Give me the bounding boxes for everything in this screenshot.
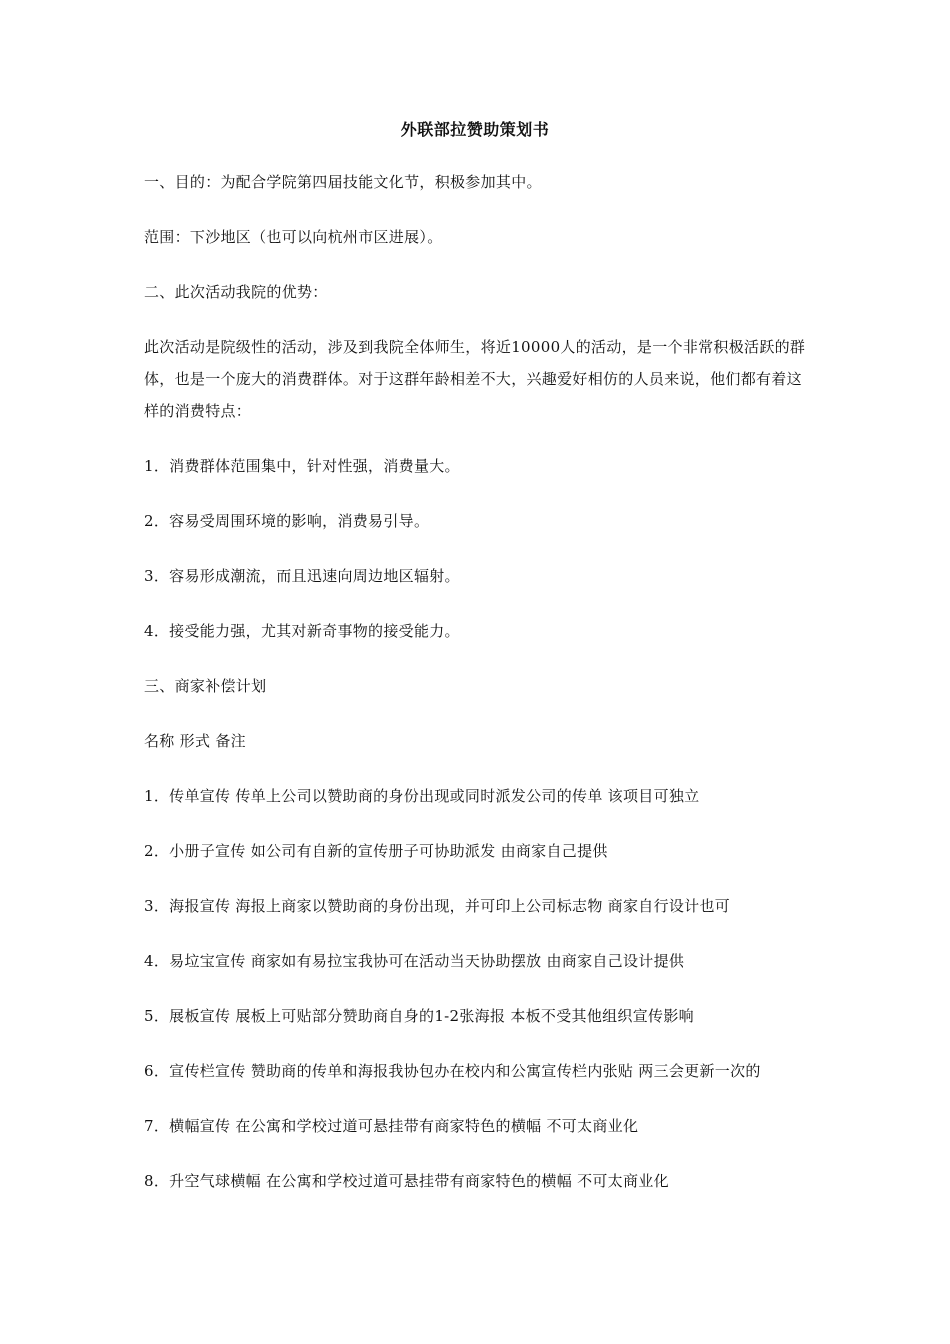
paragraph-scope: 范围：下沙地区（也可以向杭州市区进展）。 [144,228,443,246]
compensation-item-3: 3．海报宣传 海报上商家以赞助商的身份出现，并可印上公司标志物 商家自行设计也可 [144,897,731,915]
list-item-advantage-4: 4．接受能力强，尤其对新奇事物的接受能力。 [144,622,460,640]
compensation-item-6: 6．宣传栏宣传 赞助商的传单和海报我协包办在校内和公寓宣传栏内张贴 两三会更新一次的 [144,1062,761,1080]
list-item-advantage-1: 1．消费群体范围集中，针对性强，消费量大。 [144,457,460,475]
section-heading-compensation: 三、商家补偿计划 [144,677,267,695]
compensation-item-2: 2．小册子宣传 如公司有自新的宣传册子可协助派发 由商家自己提供 [144,842,608,860]
paragraph-purpose: 一、目的：为配合学院第四届技能文化节，积极参加其中。 [144,173,542,191]
paragraph-advantages-description: 此次活动是院级性的活动，涉及到我院全体师生，将近10000人的活动，是一个非常积极活跃的群体，也是一个庞大的消费群体。对于这群年龄相差不大，兴趣爱好相仿的人员来说，他们都有着这样的消费特点： [144,338,806,420]
compensation-item-5: 5．展板宣传 展板上可贴部分赞助商自身的1-2张海报 本板不受其他组织宣传影响 [144,1007,694,1025]
compensation-table-header: 名称 形式 备注 [144,732,246,750]
compensation-item-8: 8．升空气球横幅 在公寓和学校过道可悬挂带有商家特色的横幅 不可太商业化 [144,1172,669,1190]
compensation-item-7: 7．横幅宣传 在公寓和学校过道可悬挂带有商家特色的横幅 不可太商业化 [144,1117,639,1135]
document-title: 外联部拉赞助策划书 [400,120,550,139]
list-item-advantage-2: 2．容易受周围环境的影响，消费易引导。 [144,512,430,530]
section-heading-advantages: 二、此次活动我院的优势： [144,283,328,301]
compensation-item-4: 4．易垃宝宣传 商家如有易拉宝我协可在活动当天协助摆放 由商家自己设计提供 [144,952,685,970]
compensation-item-1: 1．传单宣传 传单上公司以赞助商的身份出现或同时派发公司的传单 该项目可独立 [144,787,700,805]
list-item-advantage-3: 3．容易形成潮流，而且迅速向周边地区辐射。 [144,567,460,585]
document-body [144,171,814,1225]
